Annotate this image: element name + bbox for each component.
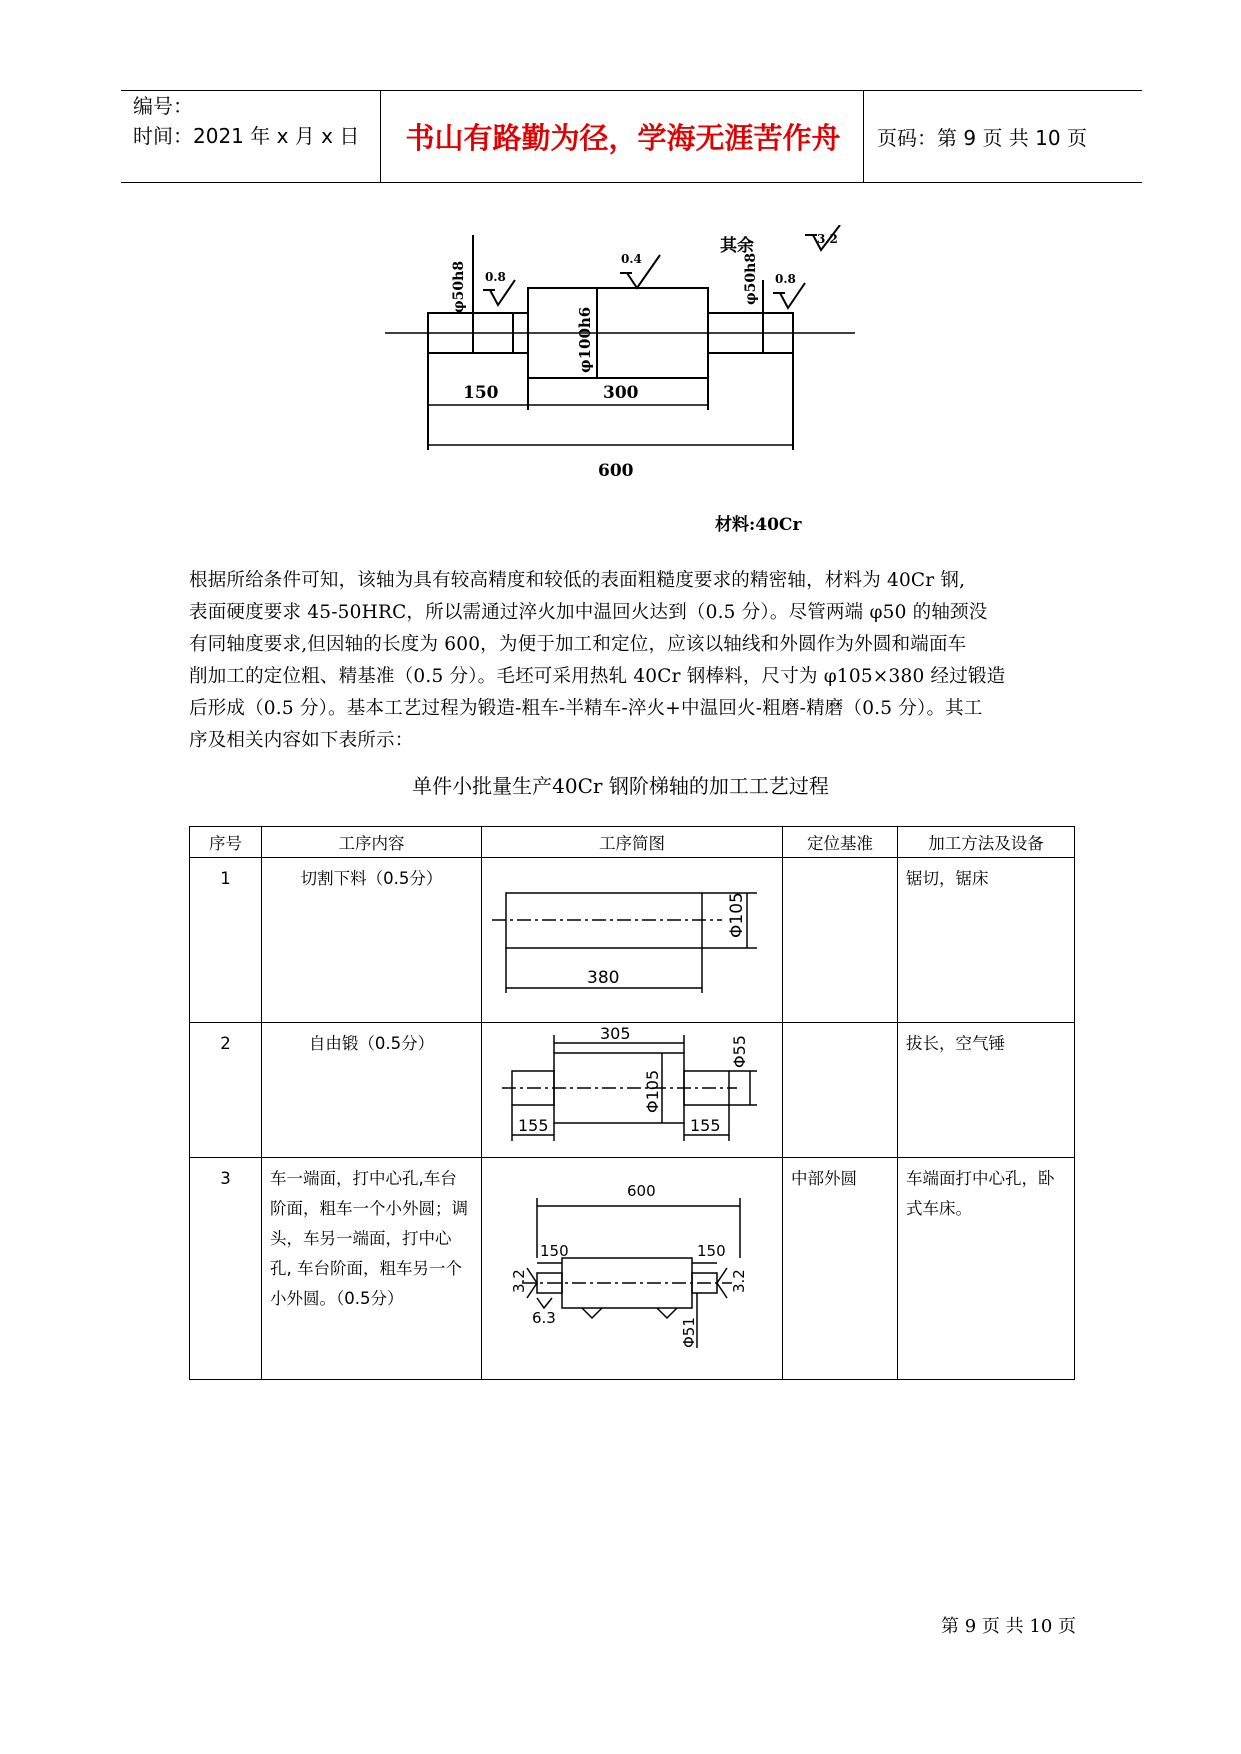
row-number-text: 2 [220,1034,231,1053]
paragraph-line: 有同轴度要求,但因轴的长度为 600，为便于加工和定位，应该以轴线和外圆作为外圆和端面车 [189,634,967,655]
row-number-text: 1 [220,869,231,888]
table-row [190,1023,1075,1158]
paragraph-line: 削加工的定位粗、精基准（0.5 分）。毛坯可采用热轧 40Cr 钢棒料，尺寸为 φ105×380 经过锻造 [189,666,1006,687]
row-sketch [482,1158,783,1380]
process-table [189,826,1075,1380]
header-cell: 工序内容 [262,827,482,858]
right-roughness-label: 0.8 [775,272,796,286]
header-cell: 序号 [190,827,262,858]
row-datum [783,1023,898,1158]
paragraph-line: 序及相关内容如下表所示： [189,730,414,751]
page-header [121,90,1142,183]
sketch-dia-label: Φ105 [727,892,747,938]
right-diameter-label: φ50h8 [743,252,759,305]
row-content-text: 车一端面，打中心孔,车台阶面，粗车一个小外圆；调头，车另一端面，打中心孔, 车台阶面，粗车另一个小外圆。（0.5分） [270,1169,468,1308]
row-number [190,1023,262,1158]
row-datum [783,1158,898,1380]
table-header-row [190,827,1075,858]
row-datum-text [783,1023,897,1035]
left-roughness-label: 0.8 [485,270,506,284]
left-diameter-label: φ50h8 [451,260,467,313]
header-cell: 工序简图 [482,827,783,858]
sketch-turning [482,1158,782,1358]
table-row [190,858,1075,1023]
sketch-right-step-label: 150 [697,1242,726,1260]
row-method-text: 锯切，锯床 [906,869,989,888]
shaft-drawing [385,225,855,545]
row-sketch [482,1023,783,1158]
row-method [898,858,1075,1023]
sketch-small-dia-label: Φ55 [730,1035,749,1068]
sketch-total-length-label: 600 [627,1182,656,1200]
row-method-text: 车端面打中心孔，卧式车床。 [906,1169,1055,1218]
rough-rest-label: 其余 [720,236,754,256]
header-divider [863,91,864,182]
header-info [133,91,383,182]
paragraph-line: 根据所给条件可知，该轴为具有较高精度和较低的表面粗糙度要求的精密轴，材料为 40Cr 钢, [189,570,966,591]
row-number-text: 3 [220,1169,231,1188]
header-cell: 定位基准 [783,827,898,858]
material-label: 材料:40Cr [715,515,802,535]
row-sketch [482,858,783,1023]
center-roughness-label: 0.4 [621,252,642,266]
paragraph-line: 后形成（0.5 分）。基本工艺过程为锻造-粗车-半精车-淬火+中温回火-粗磨-精磨（0.5 分）。其工 [189,698,983,719]
row-method [898,1158,1075,1380]
number-label: 编号： [133,94,193,118]
sketch-forging [482,1023,782,1153]
sketch-right-length-label: 155 [690,1116,721,1135]
sketch-mid-length-label: 305 [600,1024,631,1043]
header-page-label: 页码：第 9 页 共 10 页 [877,126,1087,150]
sketch-left-length-label: 155 [518,1116,549,1135]
date-label: 时间：2021 年 x 月 x 日 [133,124,360,148]
row-datum-text [783,858,897,870]
sketch-left-step-label: 150 [540,1242,569,1260]
row-content [262,1023,482,1158]
analysis-paragraph [189,565,1079,757]
row-method-text: 拔长，空气锤 [906,1034,1005,1053]
sketch-dia-label: Φ51 [680,1317,698,1348]
rough-rest-value: 3.2 [817,232,838,246]
sketch-blank [482,858,782,1018]
paragraph-line: 表面硬度要求 45-50HRC，所以需通过淬火加中温回火达到（0.5 分）。尽管两端 φ50 的轴颈没 [189,602,988,623]
page-footer: 第 9 页 共 10 页 [941,1616,1076,1637]
sketch-bottom-roughness: 6.3 [532,1309,556,1327]
row-datum [783,858,898,1023]
table-title: 单件小批量生产40Cr 钢阶梯轴的加工工艺过程 [412,774,829,798]
center-diameter-label: φ100h6 [576,306,594,373]
header-motto: 书山有路勤为径，学海无涯苦作舟 [405,121,841,155]
dim-600-label: 600 [598,461,634,481]
row-content-text: 自由锻（0.5分） [308,1034,435,1053]
row-datum-text: 中部外圆 [791,1169,857,1188]
sketch-length-label: 380 [587,968,620,988]
row-content [262,858,482,1023]
header-divider [380,91,381,182]
row-method [898,1023,1075,1158]
row-number [190,858,262,1023]
row-content-text: 切割下料（0.5分） [300,869,443,888]
dim-150-label: 150 [463,383,499,403]
dim-300-label: 300 [603,383,639,403]
sketch-left-roughness: 3.2 [510,1269,528,1293]
header-cell: 加工方法及设备 [898,827,1075,858]
sketch-right-roughness: 3.2 [730,1269,748,1293]
row-number [190,1158,262,1380]
sketch-big-dia-label: Φ105 [643,1069,662,1113]
table-row [190,1158,1075,1380]
row-content [262,1158,482,1380]
